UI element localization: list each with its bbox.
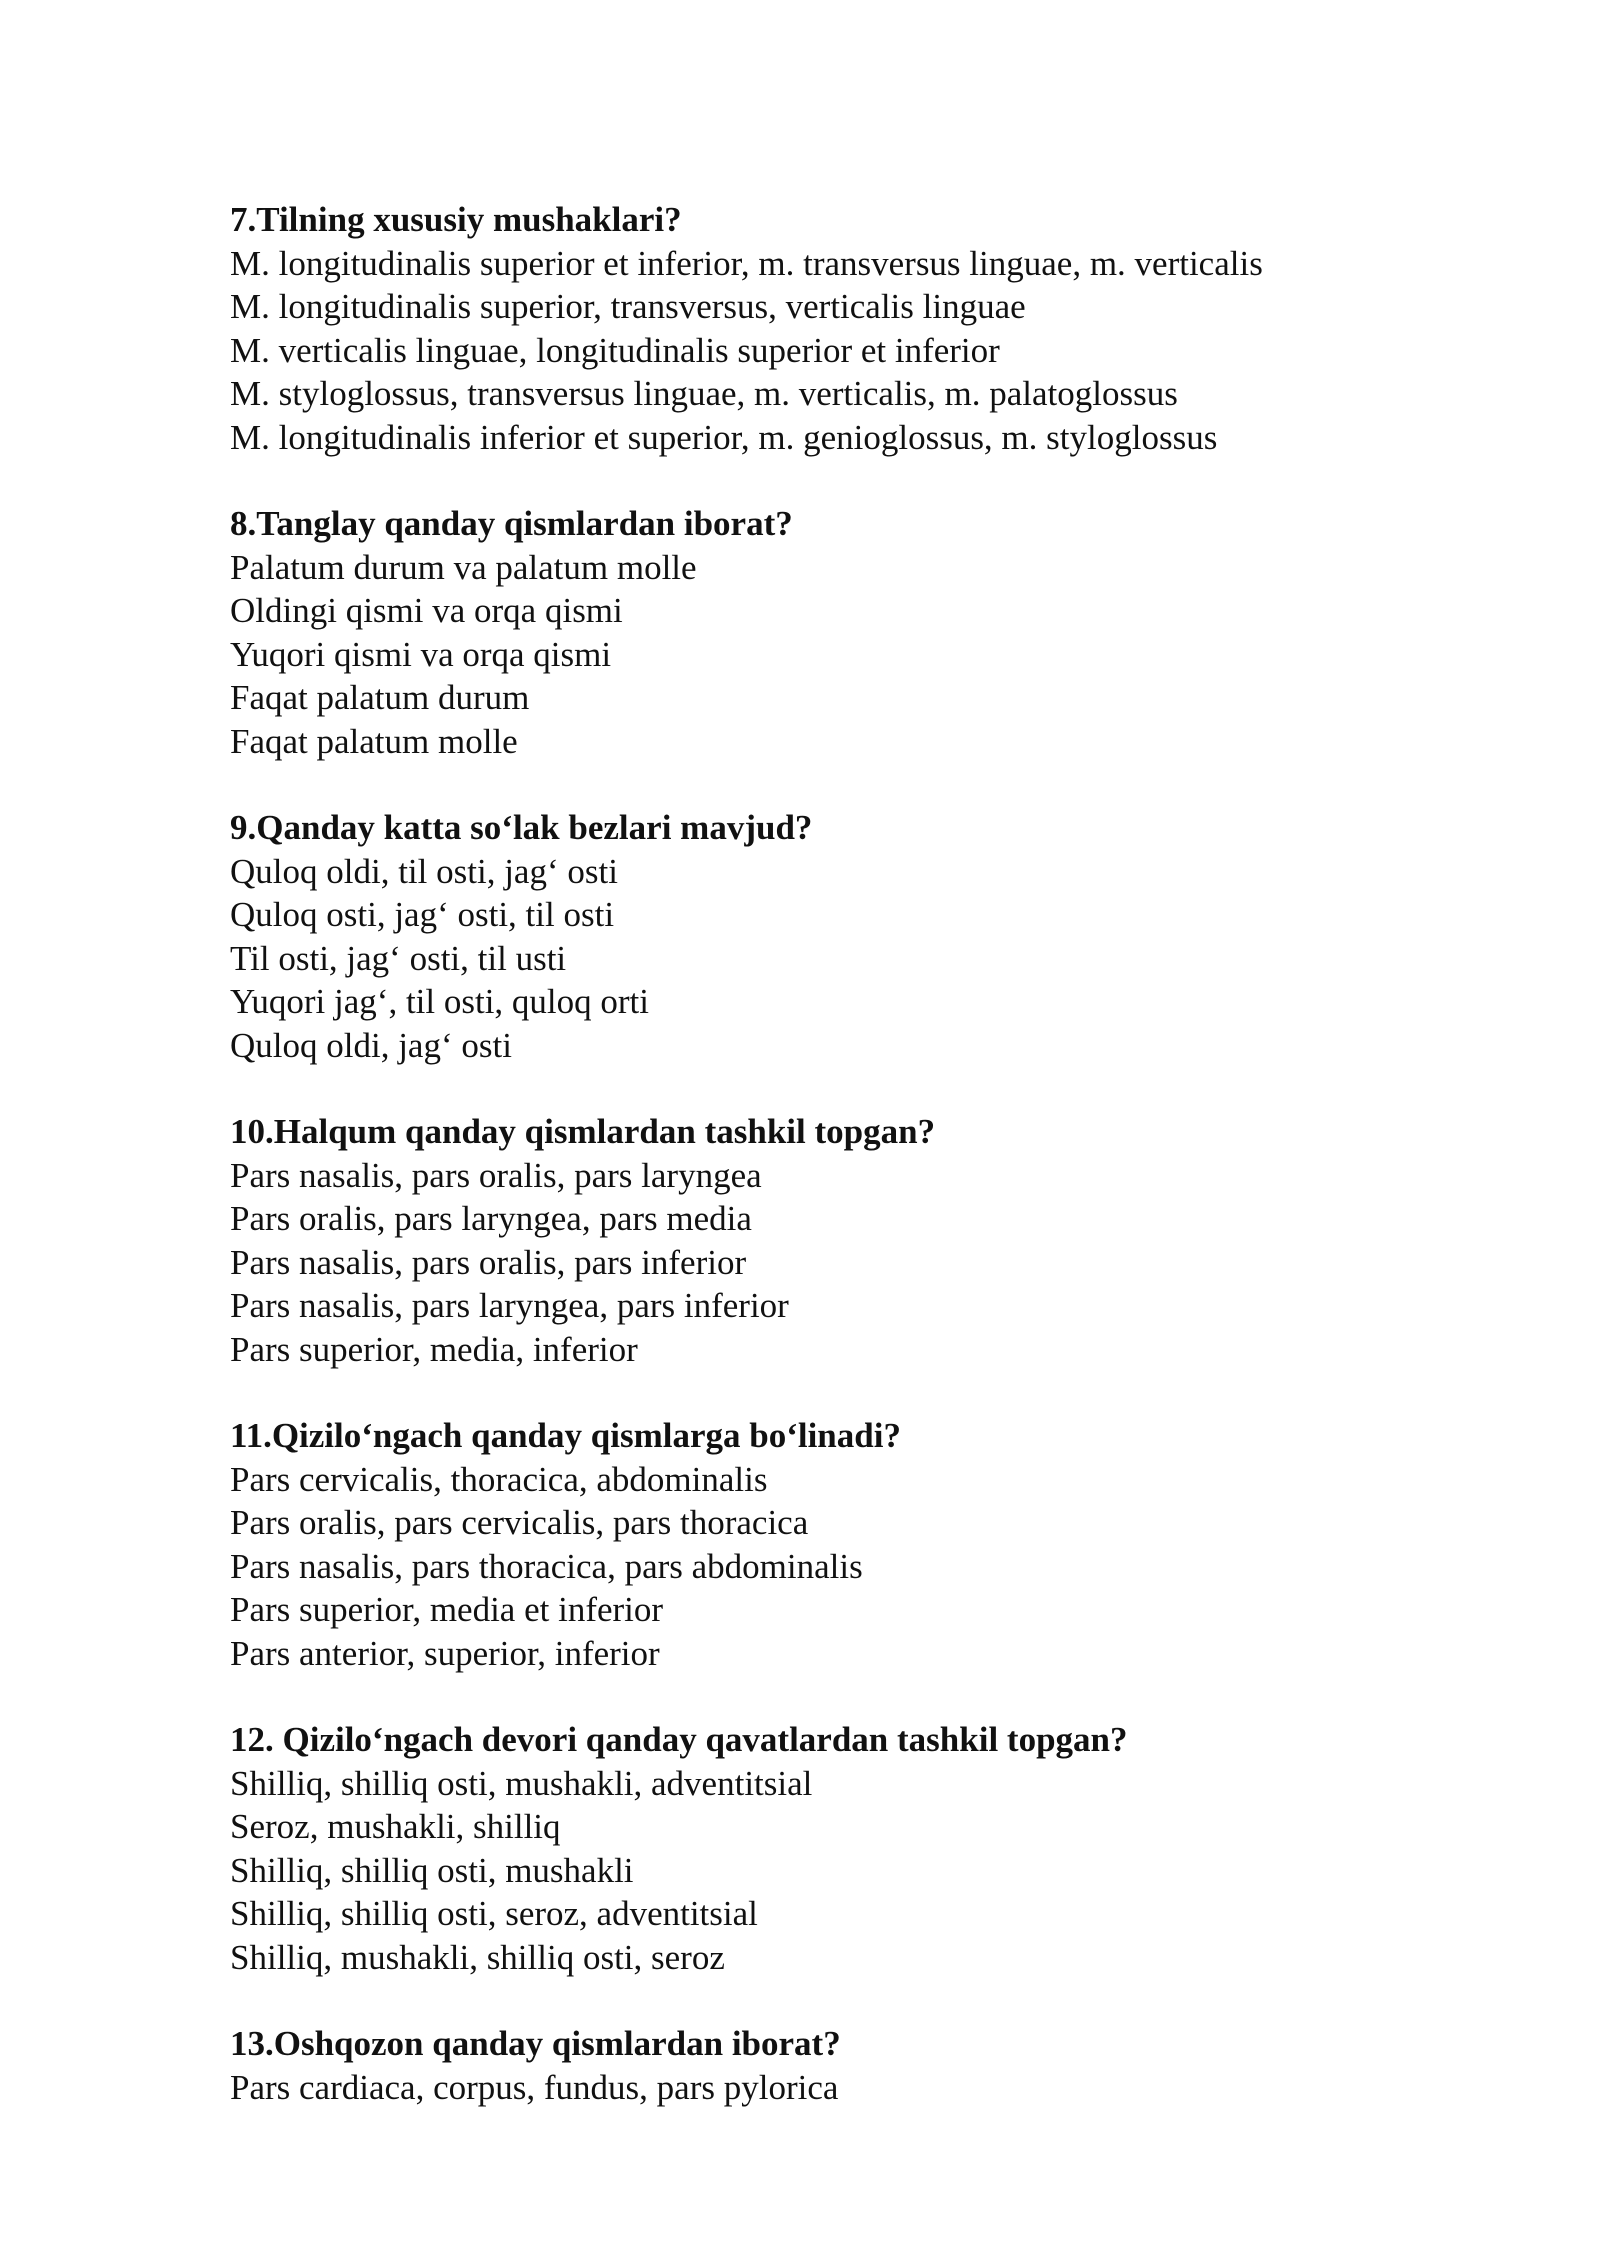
answer-option: Pars nasalis, pars oralis, pars laryngea — [230, 1155, 762, 1195]
question-title: 9.Qanday katta so‘lak bezlari mavjud? — [230, 808, 813, 847]
answer-option: Quloq oldi, til osti, jag‘ osti — [230, 851, 618, 891]
question-title: 7.Tilning xususiy mushaklari? — [230, 200, 682, 239]
question-11 — [230, 1414, 1550, 1675]
answer-option: Palatum durum va palatum molle — [230, 547, 697, 587]
question-title: 13.Oshqozon qanday qismlardan iborat? — [230, 2024, 841, 2063]
document-page — [230, 198, 1550, 2152]
answer-option: Shilliq, shilliq osti, mushakli — [230, 1850, 634, 1890]
answer-option: Shilliq, shilliq osti, seroz, adventitsial — [230, 1894, 758, 1933]
answer-option: Faqat palatum molle — [230, 721, 518, 761]
answer-option: Pars nasalis, pars laryngea, pars inferior — [230, 1286, 789, 1325]
question-title: 11.Qizilo‘ngach qanday qismlarga bo‘linadi? — [230, 1416, 901, 1455]
answer-option: Seroz, mushakli, shilliq — [230, 1807, 561, 1846]
answer-option: Pars nasalis, pars oralis, pars inferior — [230, 1242, 747, 1282]
answer-option: Quloq osti, jag‘ osti, til osti — [230, 895, 615, 934]
answer-option: Pars oralis, pars cervicalis, pars thoracica — [230, 1503, 809, 1542]
question-9 — [230, 806, 1550, 1067]
answer-option: Yuqori qismi va orqa qismi — [230, 634, 612, 674]
answer-option: M. longitudinalis superior, transversus, verticalis linguae — [230, 287, 1026, 326]
answer-option: M. verticalis linguae, longitudinalis superior et inferior — [230, 330, 1000, 370]
answer-option: Pars superior, media et inferior — [230, 1590, 664, 1629]
answer-option: Shilliq, mushakli, shilliq osti, seroz — [230, 1937, 725, 1977]
question-12 — [230, 1718, 1550, 1979]
question-title: 12. Qizilo‘ngach devori qanday qavatlardan tashkil topgan? — [230, 1720, 1128, 1759]
answer-option: Oldingi qismi va orqa qismi — [230, 591, 623, 630]
question-title: 8.Tanglay qanday qismlardan iborat? — [230, 504, 793, 543]
answer-option: Pars nasalis, pars thoracica, pars abdominalis — [230, 1546, 863, 1586]
answer-option: Faqat palatum durum — [230, 678, 530, 717]
answer-option: Quloq oldi, jag‘ osti — [230, 1025, 512, 1065]
answer-option: M. longitudinalis superior et inferior, m. transversus linguae, m. verticalis — [230, 243, 1263, 283]
answer-option: M. longitudinalis inferior et superior, m. genioglossus, m. styloglossus — [230, 417, 1218, 457]
question-title: 10.Halqum qanday qismlardan tashkil topgan? — [230, 1112, 936, 1151]
answer-option: Til osti, jag‘ osti, til usti — [230, 938, 567, 978]
question-13 — [230, 2022, 1550, 2109]
question-10 — [230, 1110, 1550, 1371]
answer-option: Pars oralis, pars laryngea, pars media — [230, 1199, 752, 1238]
question-8 — [230, 502, 1550, 763]
answer-option: Yuqori jag‘, til osti, quloq orti — [230, 982, 650, 1021]
answer-option: Pars anterior, superior, inferior — [230, 1633, 660, 1673]
answer-option: Pars superior, media, inferior — [230, 1329, 638, 1369]
answer-option: Pars cardiaca, corpus, fundus, pars pylorica — [230, 2067, 839, 2107]
answer-option: Pars cervicalis, thoracica, abdominalis — [230, 1459, 768, 1499]
question-7 — [230, 198, 1550, 459]
answer-option: M. styloglossus, transversus linguae, m. verticalis, m. palatoglossus — [230, 374, 1178, 413]
answer-option: Shilliq, shilliq osti, mushakli, adventitsial — [230, 1763, 813, 1803]
